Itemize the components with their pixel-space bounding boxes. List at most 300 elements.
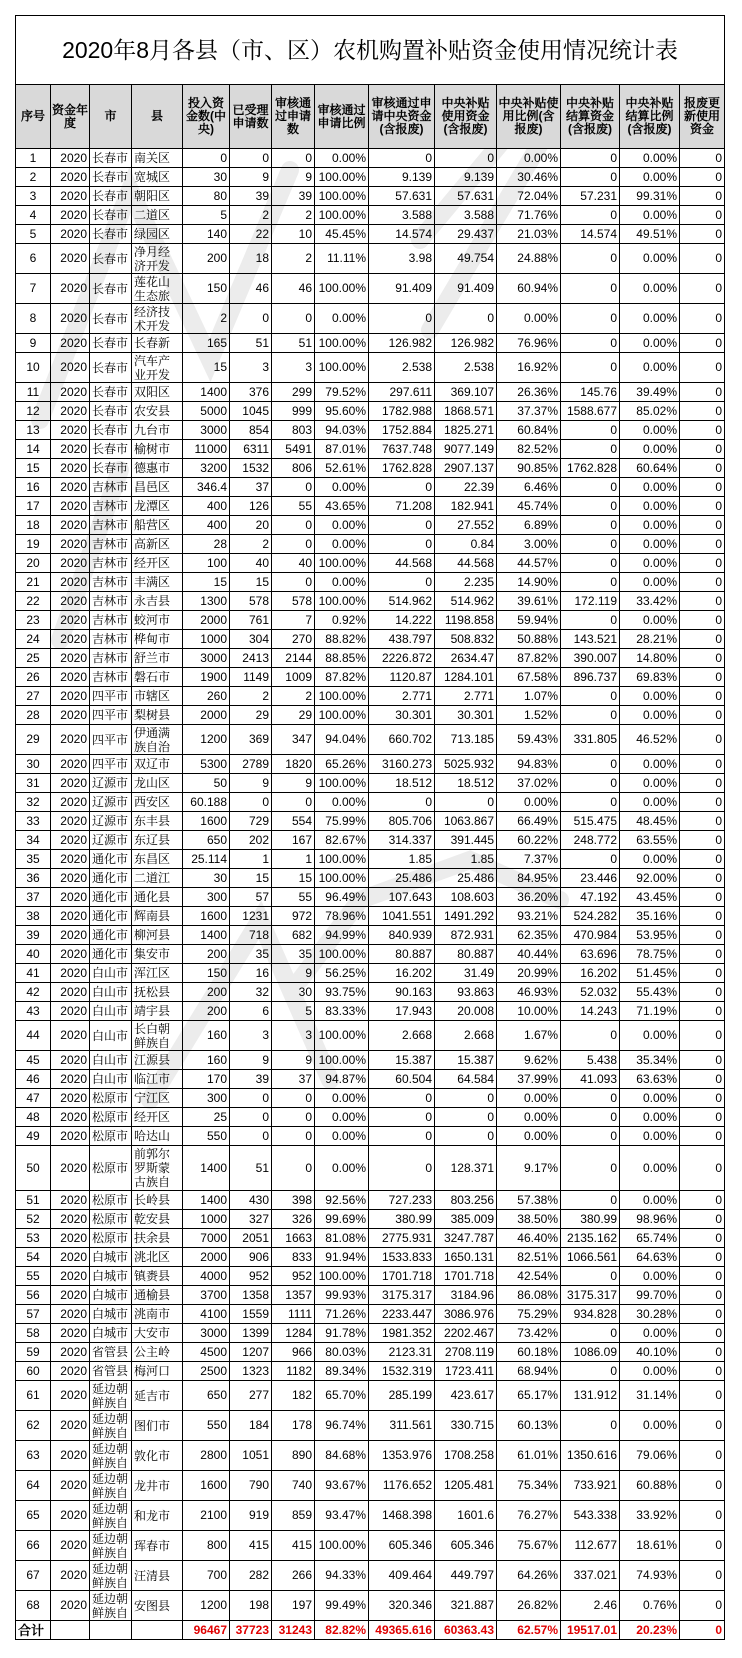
table-row — [16, 304, 725, 334]
table-cell: 0.00% — [620, 755, 680, 774]
table-cell: 890 — [272, 1441, 315, 1471]
table-cell: 松原市 — [90, 1146, 132, 1191]
table-cell: 2051 — [230, 1229, 272, 1248]
table-cell: 2020 — [51, 774, 90, 793]
table-cell: 1.85 — [435, 850, 497, 869]
table-cell: 326 — [272, 1210, 315, 1229]
table-cell: 20.99% — [497, 964, 561, 983]
table-cell: 200 — [183, 983, 230, 1002]
table-cell: 108.603 — [435, 888, 497, 907]
table-cell: 92.56% — [315, 1191, 369, 1210]
table-cell: 1205.481 — [435, 1471, 497, 1501]
table-cell: 1900 — [183, 668, 230, 687]
table-cell: 宽城区 — [132, 168, 183, 187]
table-cell: 0.00% — [620, 1127, 680, 1146]
table-cell: 182 — [272, 1381, 315, 1411]
table-cell: 白城市 — [90, 1286, 132, 1305]
table-cell: 60.18% — [497, 1343, 561, 1362]
table-cell: 20 — [16, 554, 51, 573]
table-cell: 0.00% — [620, 168, 680, 187]
table-cell: 17 — [16, 497, 51, 516]
table-cell: 3 — [272, 1021, 315, 1051]
table-cell: 0.00% — [620, 478, 680, 497]
table-cell: 1111 — [272, 1305, 315, 1324]
table-cell: 0 — [680, 573, 725, 592]
table-cell: 68.94% — [497, 1362, 561, 1381]
table-cell: 0 — [680, 649, 725, 668]
table-row — [16, 812, 725, 831]
table-cell: 9.139 — [369, 168, 435, 187]
table-cell: 277 — [230, 1381, 272, 1411]
table-cell: 1400 — [183, 1191, 230, 1210]
table-cell: 0 — [680, 983, 725, 1002]
total-value: 82.82% — [315, 1621, 369, 1640]
table-row — [16, 274, 725, 304]
table-cell: 2020 — [51, 304, 90, 334]
table-cell: 1000 — [183, 630, 230, 649]
table-cell: 1198.858 — [435, 611, 497, 630]
table-cell: 0.00% — [620, 1411, 680, 1441]
table-cell: 25.114 — [183, 850, 230, 869]
table-cell: 39 — [230, 187, 272, 206]
table-cell: 7637.748 — [369, 440, 435, 459]
table-row — [16, 1362, 725, 1381]
table-cell: 2020 — [51, 244, 90, 274]
table-cell: 33 — [16, 812, 51, 831]
table-cell: 0 — [561, 149, 620, 168]
table-cell: 0 — [561, 706, 620, 725]
table-cell: 0 — [561, 573, 620, 592]
table-cell: 2020 — [51, 274, 90, 304]
table-cell: 延边朝鲜族自 — [90, 1531, 132, 1561]
table-cell: 0.00% — [497, 793, 561, 812]
table-cell: 57.631 — [369, 187, 435, 206]
table-cell: 2020 — [51, 334, 90, 353]
table-cell: 抚松县 — [132, 983, 183, 1002]
table-cell: 91.94% — [315, 1248, 369, 1267]
table-cell: 380.99 — [369, 1210, 435, 1229]
table-cell: 39 — [16, 926, 51, 945]
table-cell: 前郭尔罗斯蒙古族自 — [132, 1146, 183, 1191]
table-cell: 50 — [16, 1146, 51, 1191]
table-cell: 9 — [230, 168, 272, 187]
table-cell: 57.231 — [561, 187, 620, 206]
table-cell: 65 — [16, 1501, 51, 1531]
table-row — [16, 1286, 725, 1305]
table-cell: 0 — [230, 149, 272, 168]
table-row — [16, 831, 725, 850]
table-cell: 18 — [16, 516, 51, 535]
table-cell: 30.28% — [620, 1305, 680, 1324]
table-cell: 龙潭区 — [132, 497, 183, 516]
table-cell: 5 — [272, 1002, 315, 1021]
table-cell: 15 — [230, 869, 272, 888]
table-cell: 辽源市 — [90, 831, 132, 850]
table-cell: 0.00% — [497, 1108, 561, 1127]
table-cell: 380.99 — [561, 1210, 620, 1229]
table-cell: 0 — [680, 1501, 725, 1531]
table-cell: 1723.411 — [435, 1362, 497, 1381]
table-cell: 柳河县 — [132, 926, 183, 945]
table-cell: 吉林市 — [90, 649, 132, 668]
table-row — [16, 1411, 725, 1441]
table-cell: 45.74% — [497, 497, 561, 516]
table-cell: 经济技术开发 — [132, 304, 183, 334]
table-cell: 15 — [183, 353, 230, 383]
table-cell: 2000 — [183, 706, 230, 725]
table-cell: 39.49% — [620, 383, 680, 402]
table-cell: 2020 — [51, 1561, 90, 1591]
table-cell: 35.16% — [620, 907, 680, 926]
table-cell: 2020 — [51, 592, 90, 611]
table-cell: 952 — [272, 1267, 315, 1286]
table-cell: 4 — [16, 206, 51, 225]
table-cell: 66.49% — [497, 812, 561, 831]
table-cell: 61.01% — [497, 1441, 561, 1471]
table-cell: 41 — [16, 964, 51, 983]
table-cell: 1000 — [183, 1210, 230, 1229]
table-cell: 延边朝鲜族自 — [90, 1441, 132, 1471]
table-cell: 绿园区 — [132, 225, 183, 244]
table-cell: 0 — [680, 1286, 725, 1305]
table-cell: 52.61% — [315, 459, 369, 478]
table-cell: 2020 — [51, 168, 90, 187]
table-cell: 1350.616 — [561, 1441, 620, 1471]
table-cell: 0 — [435, 1108, 497, 1127]
table-row — [16, 1089, 725, 1108]
table-row — [16, 611, 725, 630]
table-cell: 2.235 — [435, 573, 497, 592]
table-row — [16, 850, 725, 869]
table-cell: 78.96% — [315, 907, 369, 926]
table-cell: 803.256 — [435, 1191, 497, 1210]
table-cell: 1701.718 — [435, 1267, 497, 1286]
table-cell: 14.222 — [369, 611, 435, 630]
table-cell: 16 — [230, 964, 272, 983]
table-cell: 净月经济开发 — [132, 244, 183, 274]
table-cell: 通化市 — [90, 907, 132, 926]
table-cell: 56 — [16, 1286, 51, 1305]
table-cell: 白城市 — [90, 1267, 132, 1286]
table-cell: 2020 — [51, 225, 90, 244]
table-cell: 3175.317 — [561, 1286, 620, 1305]
table-cell: 松原市 — [90, 1210, 132, 1229]
table-cell: 0.00% — [497, 1089, 561, 1108]
column-header: 中央补贴结算资金(含报废) — [561, 85, 620, 149]
empty-cell — [132, 1621, 183, 1640]
table-cell: 543.338 — [561, 1501, 620, 1531]
table-cell: 0.00% — [620, 535, 680, 554]
table-cell: 伊通满族自治 — [132, 725, 183, 755]
table-cell: 9.17% — [497, 1146, 561, 1191]
table-cell: 浑江区 — [132, 964, 183, 983]
table-cell: 67.58% — [497, 668, 561, 687]
table-cell: 0 — [272, 1108, 315, 1127]
table-cell: 0 — [369, 304, 435, 334]
table-cell: 46.93% — [497, 983, 561, 1002]
table-cell: 2.668 — [369, 1021, 435, 1051]
table-cell: 省管县 — [90, 1362, 132, 1381]
table-cell: 舒兰市 — [132, 649, 183, 668]
table-cell: 0 — [680, 1127, 725, 1146]
table-cell: 0 — [680, 516, 725, 535]
table-cell: 39.61% — [497, 592, 561, 611]
table-cell: 390.007 — [561, 649, 620, 668]
table-cell: 0 — [680, 1229, 725, 1248]
table-cell: 26.82% — [497, 1591, 561, 1621]
table-cell: 9 — [16, 334, 51, 353]
table-cell: 16.202 — [561, 964, 620, 983]
table-cell: 0 — [435, 1127, 497, 1146]
table-cell: 733.921 — [561, 1471, 620, 1501]
table-cell: 辉南县 — [132, 907, 183, 926]
table-cell: 0.00% — [620, 497, 680, 516]
table-cell: 100.00% — [315, 1051, 369, 1070]
table-cell: 丰满区 — [132, 573, 183, 592]
table-cell: 514.962 — [369, 592, 435, 611]
table-cell: 0 — [230, 793, 272, 812]
table-cell: 94.99% — [315, 926, 369, 945]
table-cell: 0 — [680, 478, 725, 497]
table-cell: 84.68% — [315, 1441, 369, 1471]
table-cell: 35 — [230, 945, 272, 964]
table-cell: 112.677 — [561, 1531, 620, 1561]
table-cell: 0 — [680, 1070, 725, 1089]
table-cell: 182.941 — [435, 497, 497, 516]
table-cell: 0 — [230, 1108, 272, 1127]
table-cell: 15 — [272, 869, 315, 888]
table-cell: 0 — [680, 1002, 725, 1021]
table-cell: 4000 — [183, 1267, 230, 1286]
table-cell: 榆树市 — [132, 440, 183, 459]
table-cell: 126.982 — [369, 334, 435, 353]
table-cell: 延边朝鲜族自 — [90, 1561, 132, 1591]
table-cell: 0 — [680, 725, 725, 755]
table-cell: 100.00% — [315, 554, 369, 573]
table-cell: 55 — [272, 888, 315, 907]
table-cell: 延边朝鲜族自 — [90, 1591, 132, 1621]
table-row — [16, 964, 725, 983]
table-cell: 2 — [230, 206, 272, 225]
table-cell: 2708.119 — [435, 1343, 497, 1362]
table-cell: 0 — [680, 926, 725, 945]
table-cell: 7 — [16, 274, 51, 304]
table-cell: 14.574 — [369, 225, 435, 244]
table-cell: 80.887 — [369, 945, 435, 964]
subsidy-statistics-table — [15, 15, 725, 1640]
column-header: 审核通过申请比例 — [315, 85, 369, 149]
table-cell: 集安市 — [132, 945, 183, 964]
table-cell: 白城市 — [90, 1324, 132, 1343]
table-cell: 哈达山 — [132, 1127, 183, 1146]
table-cell: 1.07% — [497, 687, 561, 706]
table-cell: 96.49% — [315, 888, 369, 907]
table-cell: 0 — [369, 1089, 435, 1108]
table-cell: 63.696 — [561, 945, 620, 964]
table-row — [16, 1561, 725, 1591]
table-cell: 554 — [272, 812, 315, 831]
empty-cell — [51, 1621, 90, 1640]
table-cell: 200 — [183, 945, 230, 964]
table-cell: 423.617 — [435, 1381, 497, 1411]
table-cell: 47.192 — [561, 888, 620, 907]
table-cell: 2020 — [51, 1305, 90, 1324]
table-cell: 27.552 — [435, 516, 497, 535]
table-cell: 2020 — [51, 755, 90, 774]
table-row — [16, 1070, 725, 1089]
table-cell: 1353.976 — [369, 1441, 435, 1471]
table-row — [16, 1051, 725, 1070]
table-cell: 50.88% — [497, 630, 561, 649]
table-cell: 0 — [369, 149, 435, 168]
table-cell: 44.568 — [435, 554, 497, 573]
table-cell: 3247.787 — [435, 1229, 497, 1248]
table-cell: 96.74% — [315, 1411, 369, 1441]
table-cell: 0 — [561, 244, 620, 274]
table-cell: 2020 — [51, 1229, 90, 1248]
table-cell: 0 — [369, 535, 435, 554]
table-cell: 0 — [561, 304, 620, 334]
table-cell: 0 — [680, 630, 725, 649]
table-cell: 20 — [230, 516, 272, 535]
table-cell: 0.00% — [315, 516, 369, 535]
table-cell: 松原市 — [90, 1108, 132, 1127]
table-cell: 19 — [16, 535, 51, 554]
table-cell: 44 — [16, 1021, 51, 1051]
table-cell: 400 — [183, 516, 230, 535]
table-cell: 白山市 — [90, 1021, 132, 1051]
table-cell: 449.797 — [435, 1561, 497, 1591]
table-cell: 0 — [272, 1146, 315, 1191]
table-cell: 0.00% — [620, 1146, 680, 1191]
table-cell: 0 — [435, 1089, 497, 1108]
table-cell: 吉林市 — [90, 516, 132, 535]
table-cell: 6.89% — [497, 516, 561, 535]
table-cell: 延吉市 — [132, 1381, 183, 1411]
table-cell: 44.57% — [497, 554, 561, 573]
table-cell: 38 — [16, 907, 51, 926]
table-cell: 长春市 — [90, 353, 132, 383]
table-cell: 2.538 — [435, 353, 497, 383]
table-body — [16, 149, 725, 1640]
table-cell: 长白朝鲜族自 — [132, 1021, 183, 1051]
table-cell: 9.139 — [435, 168, 497, 187]
table-cell: 4500 — [183, 1343, 230, 1362]
table-cell: 0 — [435, 793, 497, 812]
table-cell: 2020 — [51, 206, 90, 225]
table-cell: 369 — [230, 725, 272, 755]
table-cell: 2.668 — [435, 1021, 497, 1051]
table-cell: 84.95% — [497, 869, 561, 888]
table-cell: 东昌区 — [132, 850, 183, 869]
table-cell: 18.512 — [369, 774, 435, 793]
table-cell: 3200 — [183, 459, 230, 478]
table-cell: 松原市 — [90, 1127, 132, 1146]
table-cell: 通化县 — [132, 888, 183, 907]
table-cell: 2020 — [51, 945, 90, 964]
table-cell: 2 — [230, 535, 272, 554]
table-cell: 0 — [680, 1210, 725, 1229]
table-cell: 10.00% — [497, 1002, 561, 1021]
table-cell: 1762.828 — [561, 459, 620, 478]
table-cell: 266 — [272, 1561, 315, 1591]
table-cell: 0 — [272, 149, 315, 168]
table-cell: 65.74% — [620, 1229, 680, 1248]
table-cell: 128.371 — [435, 1146, 497, 1191]
table-cell: 0 — [561, 535, 620, 554]
table-cell: 2020 — [51, 554, 90, 573]
table-cell: 2020 — [51, 459, 90, 478]
table-cell: 1 — [230, 850, 272, 869]
table-cell: 46 — [16, 1070, 51, 1089]
table-cell: 22 — [16, 592, 51, 611]
table-cell: 131.912 — [561, 1381, 620, 1411]
table-cell: 二道江 — [132, 869, 183, 888]
table-cell: 100.00% — [315, 687, 369, 706]
table-cell: 0 — [680, 611, 725, 630]
table-row — [16, 1305, 725, 1324]
table-cell: 0 — [369, 793, 435, 812]
table-cell: 21 — [16, 573, 51, 592]
table-row — [16, 1229, 725, 1248]
table-cell: 29 — [16, 725, 51, 755]
table-cell: 65.26% — [315, 755, 369, 774]
table-cell: 385.009 — [435, 1210, 497, 1229]
table-cell: 30.301 — [369, 706, 435, 725]
table-cell: 延边朝鲜族自 — [90, 1381, 132, 1411]
table-cell: 94.83% — [497, 755, 561, 774]
table-cell: 68 — [16, 1591, 51, 1621]
table-cell: 200 — [183, 1002, 230, 1021]
table-cell: 2020 — [51, 1108, 90, 1127]
table-row — [16, 1146, 725, 1191]
table-cell: 辽源市 — [90, 774, 132, 793]
table-cell: 0.00% — [620, 573, 680, 592]
table-cell: 2020 — [51, 687, 90, 706]
table-row — [16, 168, 725, 187]
table-cell: 0 — [561, 206, 620, 225]
table-cell: 东丰县 — [132, 812, 183, 831]
table-cell: 长春市 — [90, 421, 132, 440]
table-cell: 17.943 — [369, 1002, 435, 1021]
table-cell: 31.14% — [620, 1381, 680, 1411]
table-cell: 0 — [680, 1531, 725, 1561]
table-cell: 94.04% — [315, 725, 369, 755]
table-cell: 15.387 — [369, 1051, 435, 1070]
table-cell: 2020 — [51, 402, 90, 421]
table-cell: 0 — [680, 1411, 725, 1441]
table-cell: 0 — [561, 497, 620, 516]
table-cell: 吉林市 — [90, 573, 132, 592]
table-cell: 0 — [230, 1127, 272, 1146]
table-cell: 0 — [561, 516, 620, 535]
table-cell: 160 — [183, 1021, 230, 1051]
table-cell: 790 — [230, 1471, 272, 1501]
table-cell: 100.00% — [315, 1021, 369, 1051]
table-cell: 1708.258 — [435, 1441, 497, 1471]
table-cell: 550 — [183, 1411, 230, 1441]
table-cell: 415 — [272, 1531, 315, 1561]
table-cell: 94.33% — [315, 1561, 369, 1591]
table-cell: 24 — [16, 630, 51, 649]
table-cell: 2020 — [51, 907, 90, 926]
table-cell: 2226.872 — [369, 649, 435, 668]
table-cell: 9077.149 — [435, 440, 497, 459]
table-cell: 0 — [561, 1324, 620, 1343]
table-cell: 2 — [183, 304, 230, 334]
table-cell: 999 — [272, 402, 315, 421]
table-cell: 62 — [16, 1411, 51, 1441]
